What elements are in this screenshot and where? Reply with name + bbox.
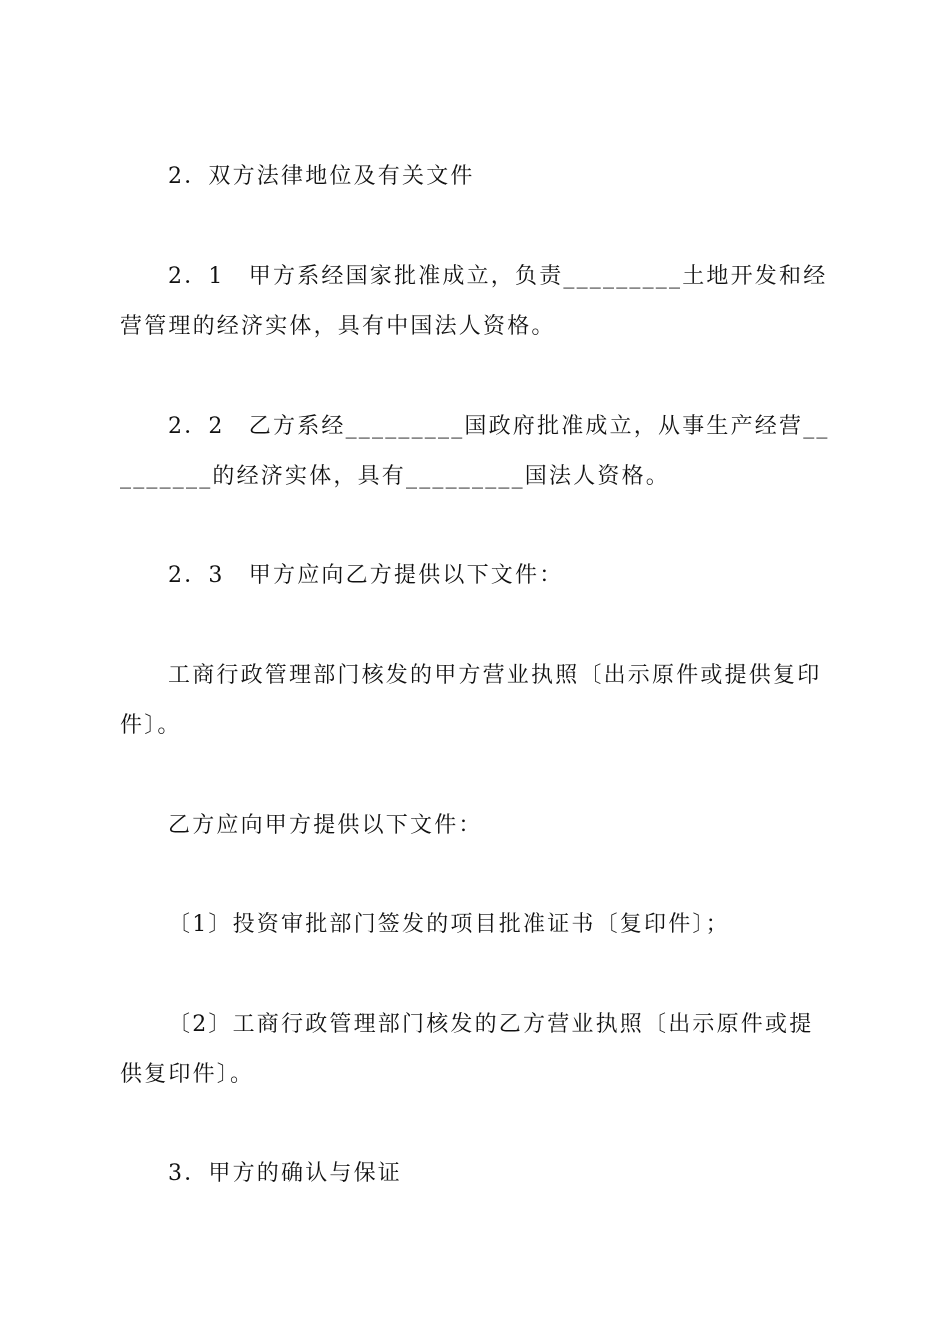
section-heading-2: 2．双方法律地位及有关文件 (168, 164, 475, 189)
party-a-document-item: 工商行政管理部门核发的甲方营业执照〔出示原件或提供复印件〕。 (120, 663, 822, 738)
party-b-document-item-1: 〔1〕投资审批部门签发的项目批准证书〔复印件〕； (168, 912, 730, 937)
party-b-documents-intro: 乙方应向甲方提供以下文件： (168, 813, 483, 838)
clause-2-1: 2．1 甲方系经国家批准成立，负责_________土地开发和经营管理的经济实体，具有中国法人资格。 (120, 264, 828, 339)
party-b-document-item-2: 〔2〕工商行政管理部门核发的乙方营业执照〔出示原件或提供复印件〕。 (120, 1012, 814, 1087)
clause-2-2: 2．2 乙方系经_________国政府批准成立，从事生产经营_________的经济实体，具有_________国法人资格。 (120, 414, 830, 489)
clause-2-3: 2．3 甲方应向乙方提供以下文件： (168, 563, 564, 588)
section-heading-3: 3．甲方的确认与保证 (168, 1161, 402, 1186)
